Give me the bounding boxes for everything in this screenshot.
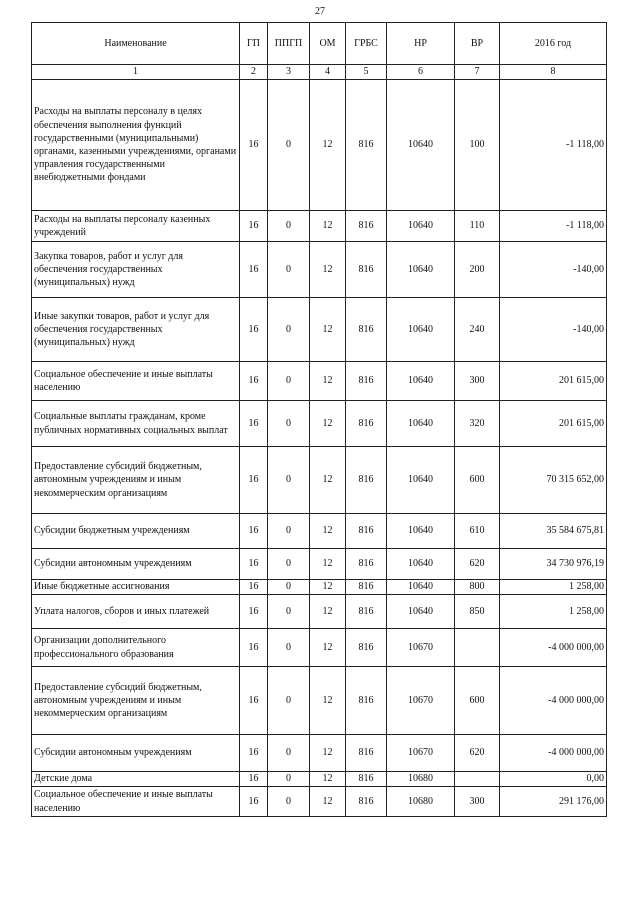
- table-row: [32, 447, 607, 514]
- row-grbs: 816: [346, 580, 387, 595]
- column-number: 6: [387, 65, 455, 80]
- row-name: Расходы на выплаты персоналу в целях обеспечения выполнения функций государственными (муниципальными) органами, казенными учреждениями, органами управления государственными внебюджетными фондами: [32, 80, 240, 211]
- row-name: Закупка товаров, работ и услуг для обеспечения государственных (муниципальных) нужд: [32, 242, 240, 298]
- row-vr: 100: [455, 80, 500, 211]
- row-om: 12: [310, 514, 346, 549]
- table-body: [32, 80, 607, 817]
- header-om: ОМ: [310, 23, 346, 65]
- row-name: Субсидии автономным учреждениям: [32, 735, 240, 772]
- row-name: Субсидии бюджетным учреждениям: [32, 514, 240, 549]
- row-om: 12: [310, 735, 346, 772]
- row-gp: 16: [240, 211, 268, 242]
- table-row: [32, 595, 607, 629]
- row-grbs: 816: [346, 787, 387, 817]
- row-gp: 16: [240, 549, 268, 580]
- row-name: Социальное обеспечение и иные выплаты населению: [32, 362, 240, 401]
- row-gp: 16: [240, 401, 268, 447]
- page-number: 27: [315, 6, 325, 17]
- row-ppgp: 0: [268, 772, 310, 787]
- row-nr: 10680: [387, 787, 455, 817]
- row-name: Предоставление субсидий бюджетным, автономным учреждениям и иным некоммерческим организациям: [32, 447, 240, 514]
- row-om: 12: [310, 580, 346, 595]
- row-nr: 10640: [387, 549, 455, 580]
- table-row: [32, 211, 607, 242]
- row-grbs: 816: [346, 401, 387, 447]
- header-year: 2016 год: [500, 23, 607, 65]
- row-name: Иные закупки товаров, работ и услуг для обеспечения государственных (муниципальных) нужд: [32, 298, 240, 362]
- row-name: Социальные выплаты гражданам, кроме публичных нормативных социальных выплат: [32, 401, 240, 447]
- row-vr: 850: [455, 595, 500, 629]
- row-amount: 201 615,00: [500, 401, 607, 447]
- column-number: 4: [310, 65, 346, 80]
- row-gp: 16: [240, 298, 268, 362]
- row-vr: 610: [455, 514, 500, 549]
- header-nr: НР: [387, 23, 455, 65]
- row-om: 12: [310, 80, 346, 211]
- column-number: 1: [32, 65, 240, 80]
- row-ppgp: 0: [268, 362, 310, 401]
- row-grbs: 816: [346, 735, 387, 772]
- row-ppgp: 0: [268, 80, 310, 211]
- row-nr: 10670: [387, 629, 455, 667]
- row-name: Организации дополнительного профессионального образования: [32, 629, 240, 667]
- row-om: 12: [310, 298, 346, 362]
- row-vr: 620: [455, 735, 500, 772]
- row-nr: 10640: [387, 514, 455, 549]
- row-ppgp: 0: [268, 595, 310, 629]
- row-grbs: 816: [346, 80, 387, 211]
- column-number: 3: [268, 65, 310, 80]
- row-amount: 0,00: [500, 772, 607, 787]
- row-om: 12: [310, 401, 346, 447]
- column-number-row: [32, 65, 607, 80]
- row-grbs: 816: [346, 514, 387, 549]
- row-vr: [455, 772, 500, 787]
- row-om: 12: [310, 362, 346, 401]
- column-number: 2: [240, 65, 268, 80]
- row-name: Субсидии автономным учреждениям: [32, 549, 240, 580]
- row-ppgp: 0: [268, 549, 310, 580]
- budget-table: [31, 22, 607, 817]
- row-nr: 10640: [387, 580, 455, 595]
- row-ppgp: 0: [268, 514, 310, 549]
- row-om: 12: [310, 787, 346, 817]
- table-row: [32, 549, 607, 580]
- row-om: 12: [310, 447, 346, 514]
- row-ppgp: 0: [268, 735, 310, 772]
- row-nr: 10670: [387, 667, 455, 735]
- header-row: [32, 23, 607, 65]
- row-grbs: 816: [346, 242, 387, 298]
- header-ppgp: ППГП: [268, 23, 310, 65]
- row-nr: 10640: [387, 401, 455, 447]
- row-ppgp: 0: [268, 787, 310, 817]
- row-ppgp: 0: [268, 447, 310, 514]
- row-ppgp: 0: [268, 580, 310, 595]
- table-row: [32, 580, 607, 595]
- row-amount: 70 315 652,00: [500, 447, 607, 514]
- row-amount: -1 118,00: [500, 80, 607, 211]
- header-gp: ГП: [240, 23, 268, 65]
- row-vr: 320: [455, 401, 500, 447]
- row-amount: 1 258,00: [500, 595, 607, 629]
- row-gp: 16: [240, 580, 268, 595]
- row-amount: 34 730 976,19: [500, 549, 607, 580]
- row-name: Детские дома: [32, 772, 240, 787]
- row-ppgp: 0: [268, 242, 310, 298]
- row-gp: 16: [240, 80, 268, 211]
- header-grbs: ГРБС: [346, 23, 387, 65]
- row-vr: 600: [455, 667, 500, 735]
- row-vr: 110: [455, 211, 500, 242]
- row-vr: [455, 629, 500, 667]
- row-nr: 10640: [387, 362, 455, 401]
- row-ppgp: 0: [268, 667, 310, 735]
- row-vr: 200: [455, 242, 500, 298]
- row-vr: 300: [455, 787, 500, 817]
- row-amount: -1 118,00: [500, 211, 607, 242]
- row-om: 12: [310, 242, 346, 298]
- table-row: [32, 787, 607, 817]
- row-gp: 16: [240, 735, 268, 772]
- row-grbs: 816: [346, 629, 387, 667]
- row-vr: 620: [455, 549, 500, 580]
- row-om: 12: [310, 772, 346, 787]
- table-row: [32, 735, 607, 772]
- row-vr: 800: [455, 580, 500, 595]
- column-number: 7: [455, 65, 500, 80]
- row-ppgp: 0: [268, 629, 310, 667]
- row-grbs: 816: [346, 595, 387, 629]
- header-vr: ВР: [455, 23, 500, 65]
- table-row: [32, 514, 607, 549]
- row-ppgp: 0: [268, 211, 310, 242]
- row-grbs: 816: [346, 772, 387, 787]
- row-grbs: 816: [346, 447, 387, 514]
- row-om: 12: [310, 211, 346, 242]
- row-nr: 10640: [387, 447, 455, 514]
- row-name: Иные бюджетные ассигнования: [32, 580, 240, 595]
- row-amount: -140,00: [500, 298, 607, 362]
- row-grbs: 816: [346, 211, 387, 242]
- row-amount: -4 000 000,00: [500, 629, 607, 667]
- row-gp: 16: [240, 362, 268, 401]
- row-gp: 16: [240, 629, 268, 667]
- row-name: Социальное обеспечение и иные выплаты населению: [32, 787, 240, 817]
- row-name: Уплата налогов, сборов и иных платежей: [32, 595, 240, 629]
- table-row: [32, 80, 607, 211]
- row-ppgp: 0: [268, 401, 310, 447]
- row-om: 12: [310, 667, 346, 735]
- row-amount: 201 615,00: [500, 362, 607, 401]
- row-name: Предоставление субсидий бюджетным, автономным учреждениям и иным некоммерческим организациям: [32, 667, 240, 735]
- row-gp: 16: [240, 772, 268, 787]
- row-om: 12: [310, 549, 346, 580]
- row-vr: 300: [455, 362, 500, 401]
- row-nr: 10680: [387, 772, 455, 787]
- row-grbs: 816: [346, 362, 387, 401]
- row-amount: -4 000 000,00: [500, 735, 607, 772]
- row-vr: 240: [455, 298, 500, 362]
- row-grbs: 816: [346, 549, 387, 580]
- row-gp: 16: [240, 242, 268, 298]
- row-gp: 16: [240, 595, 268, 629]
- row-gp: 16: [240, 514, 268, 549]
- column-number: 8: [500, 65, 607, 80]
- table-row: [32, 629, 607, 667]
- row-ppgp: 0: [268, 298, 310, 362]
- header-name: Наименование: [32, 23, 240, 65]
- row-amount: 35 584 675,81: [500, 514, 607, 549]
- row-gp: 16: [240, 447, 268, 514]
- table-row: [32, 772, 607, 787]
- table-row: [32, 242, 607, 298]
- row-gp: 16: [240, 787, 268, 817]
- row-nr: 10640: [387, 298, 455, 362]
- table-row: [32, 667, 607, 735]
- row-om: 12: [310, 629, 346, 667]
- row-nr: 10640: [387, 80, 455, 211]
- row-nr: 10640: [387, 211, 455, 242]
- row-om: 12: [310, 595, 346, 629]
- row-amount: -140,00: [500, 242, 607, 298]
- row-grbs: 816: [346, 667, 387, 735]
- row-gp: 16: [240, 667, 268, 735]
- row-vr: 600: [455, 447, 500, 514]
- row-name: Расходы на выплаты персоналу казенных учреждений: [32, 211, 240, 242]
- row-nr: 10640: [387, 242, 455, 298]
- row-amount: 1 258,00: [500, 580, 607, 595]
- row-grbs: 816: [346, 298, 387, 362]
- table-row: [32, 362, 607, 401]
- row-amount: -4 000 000,00: [500, 667, 607, 735]
- row-nr: 10640: [387, 595, 455, 629]
- row-nr: 10670: [387, 735, 455, 772]
- column-number: 5: [346, 65, 387, 80]
- row-amount: 291 176,00: [500, 787, 607, 817]
- table-row: [32, 298, 607, 362]
- table-row: [32, 401, 607, 447]
